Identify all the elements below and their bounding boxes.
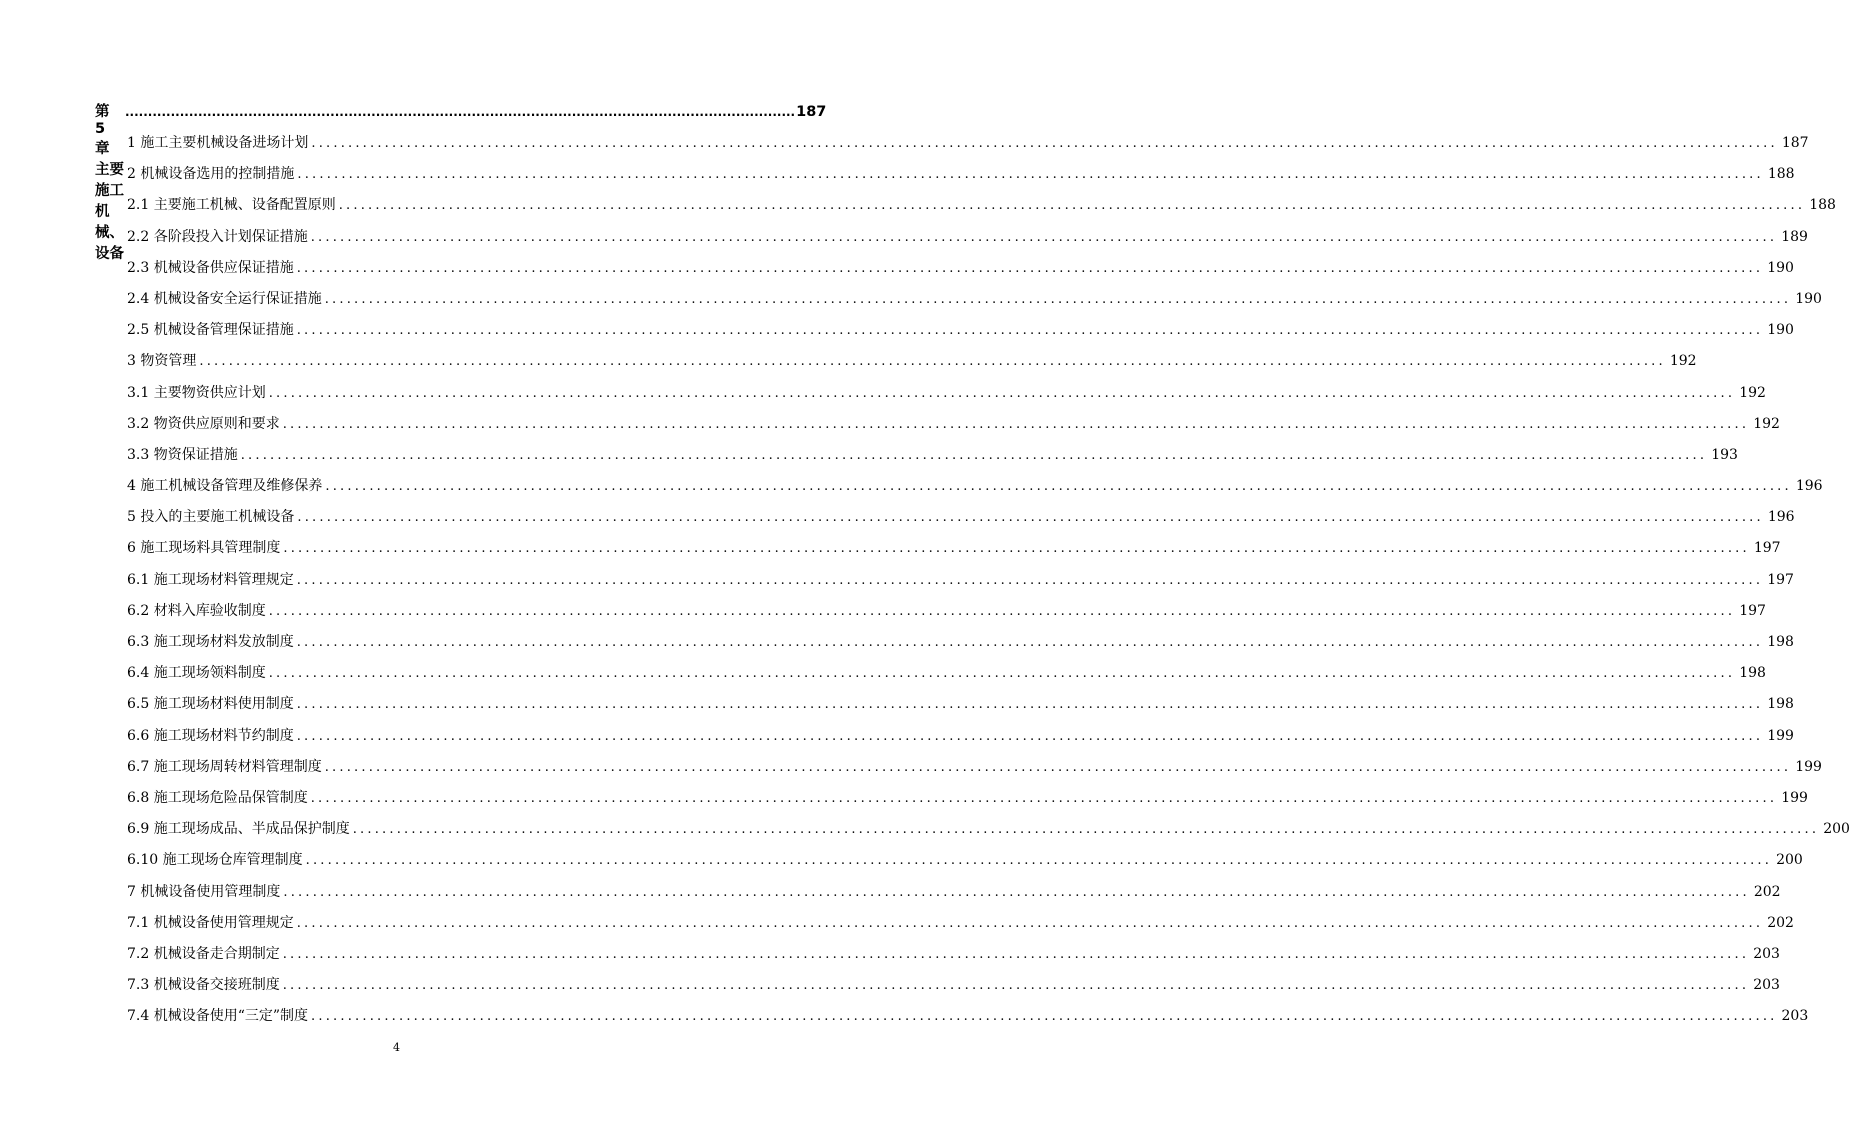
- dot-leader: ........................................................................................................................................................................................................: [352, 822, 1820, 838]
- dot-leader: ........................................................................................................................................................................................................: [324, 291, 1792, 307]
- toc-entry-page-number: 200: [1823, 821, 1850, 838]
- dot-leader: ........................................................................................................................................................................................................: [240, 447, 1708, 463]
- toc-entry-title: 6.7 施工现场周转材料管理制度: [127, 758, 322, 775]
- toc-entry-title: 3.2 物资供应原则和要求: [127, 415, 280, 432]
- toc-entry-page-number: 199: [1795, 758, 1822, 775]
- toc-entry[interactable]: [127, 1004, 1809, 1035]
- dot-leader: ........................................................................................................................................................................................................: [282, 946, 1750, 962]
- toc-entry[interactable]: [127, 724, 1794, 755]
- toc-entry-page-number: 203: [1781, 1008, 1809, 1025]
- dot-leader: ........................................................................................................................................................................................................: [338, 198, 1806, 214]
- toc-entry-title: 2.4 机械设备安全运行保证措施: [127, 290, 322, 307]
- page-number: 4: [393, 1041, 400, 1054]
- toc-entry[interactable]: [127, 817, 1850, 848]
- toc-entry[interactable]: [127, 568, 1794, 599]
- toc-entry[interactable]: [127, 505, 1795, 536]
- dot-leader: ........................................................................................................................................................................................................: [305, 853, 1773, 869]
- toc-entry[interactable]: [127, 349, 1697, 380]
- toc-entry-page-number: 198: [1739, 665, 1766, 682]
- dot-leader: ........................................................................................................................................................................................................: [324, 759, 1792, 775]
- dot-leader: ........................................................................................................................................................................................................: [282, 416, 1750, 432]
- toc-entry-title: 2.2 各阶段投入计划保证措施: [127, 228, 308, 245]
- toc-entry-page-number: 187: [1781, 135, 1809, 151]
- dot-leader: ........................................................................................................................................................................................................: [283, 541, 1750, 557]
- toc-entry-title: 2.3 机械设备供应保证措施: [127, 259, 294, 276]
- toc-entry-page-number: 202: [1767, 914, 1794, 931]
- toc-entry[interactable]: [127, 381, 1766, 412]
- toc-entry-title: 6.4 施工现场领料制度: [127, 665, 266, 682]
- toc-entry-title: 6 施工现场料具管理制度: [127, 540, 281, 557]
- toc-entry-page-number: 200: [1776, 852, 1803, 869]
- toc-entry[interactable]: [127, 193, 1836, 224]
- toc-entry[interactable]: [127, 287, 1822, 318]
- chapter-page-number: 187: [796, 104, 827, 120]
- toc-entry-title: 2.1 主要施工机械、设备配置原则: [127, 197, 336, 214]
- toc-entry-page-number: 188: [1809, 197, 1836, 214]
- toc-entry[interactable]: [127, 131, 1809, 162]
- toc-entry[interactable]: [127, 412, 1780, 443]
- toc-entry[interactable]: [127, 942, 1780, 973]
- table-of-contents: [127, 131, 1850, 1035]
- toc-entry-page-number: 199: [1767, 727, 1794, 744]
- toc-entry-title: 2.5 机械设备管理保证措施: [127, 322, 294, 339]
- toc-entry-page-number: 199: [1781, 789, 1808, 806]
- toc-entry[interactable]: [127, 973, 1780, 1004]
- toc-entry-page-number: 188: [1767, 166, 1795, 183]
- toc-entry-title: 6.1 施工现场材料管理规定: [127, 571, 294, 588]
- toc-entry-page-number: 190: [1767, 322, 1794, 339]
- dot-leader: ........................................................................................................................................................................................................: [297, 167, 1764, 183]
- toc-entry-page-number: 197: [1753, 540, 1781, 557]
- dot-leader: ........................................................................................................................................................................................................: [325, 479, 1792, 495]
- dot-leader: ........................................................................................................................................................................................................: [310, 790, 1778, 806]
- dot-leader: ........................................................................................................................................................................................................: [268, 603, 1736, 619]
- toc-entry[interactable]: [127, 880, 1781, 911]
- toc-entry-title: 7.3 机械设备交接班制度: [127, 977, 280, 994]
- toc-entry[interactable]: [127, 474, 1823, 505]
- toc-entry-page-number: 202: [1753, 883, 1781, 900]
- toc-entry-title: 7.4 机械设备使用“三定”制度: [127, 1008, 309, 1025]
- dot-leader: ........................................................................................................................................................................................................: [296, 915, 1764, 931]
- toc-entry-page-number: 197: [1767, 571, 1794, 588]
- toc-entry-page-number: 192: [1753, 415, 1780, 432]
- toc-entry[interactable]: [127, 630, 1794, 661]
- toc-entry-page-number: 198: [1767, 696, 1794, 713]
- dot-leader: ........................................................................................................................................................................................................: [297, 510, 1764, 526]
- dot-leader: ........................................................................................................................................................................................................: [296, 260, 1764, 276]
- dot-leader: ........................................................................................................................................................................................................: [310, 229, 1778, 245]
- dot-leader: ...................................................................................................................................................: [125, 105, 796, 119]
- toc-entry[interactable]: [127, 755, 1822, 786]
- toc-entry[interactable]: [127, 661, 1766, 692]
- toc-entry-title: 3.3 物资保证措施: [127, 446, 238, 463]
- toc-entry-title: 7.2 机械设备走合期制定: [127, 945, 280, 962]
- toc-entry-title: 6.8 施工现场危险品保管制度: [127, 789, 308, 806]
- toc-entry-title: 1 施工主要机械设备进场计划: [127, 135, 309, 151]
- toc-entry-page-number: 193: [1711, 446, 1738, 463]
- chapter-title: 第 5 章 主要施工机械、设备: [95, 104, 124, 262]
- toc-entry-title: 6.5 施工现场材料使用制度: [127, 696, 294, 713]
- toc-entry[interactable]: [127, 848, 1803, 879]
- toc-entry-title: 6.6 施工现场材料节约制度: [127, 727, 294, 744]
- toc-entry-title: 7.1 机械设备使用管理规定: [127, 914, 294, 931]
- toc-entry[interactable]: [127, 225, 1808, 256]
- dot-leader: ........................................................................................................................................................................................................: [199, 354, 1666, 370]
- dot-leader: ........................................................................................................................................................................................................: [296, 572, 1764, 588]
- dot-leader: ........................................................................................................................................................................................................: [282, 978, 1750, 994]
- toc-entry[interactable]: [127, 318, 1794, 349]
- toc-entry-page-number: 203: [1753, 977, 1780, 994]
- dot-leader: ........................................................................................................................................................................................................: [296, 728, 1764, 744]
- toc-entry-page-number: 197: [1739, 602, 1766, 619]
- dot-leader: ........................................................................................................................................................................................................: [296, 635, 1764, 650]
- dot-leader: ........................................................................................................................................................................................................: [268, 385, 1736, 401]
- toc-entry-page-number: 203: [1753, 945, 1780, 962]
- toc-entry-page-number: 192: [1669, 353, 1697, 370]
- toc-entry-title: 6.10 施工现场仓库管理制度: [127, 852, 303, 869]
- toc-entry-title: 6.3 施工现场材料发放制度: [127, 634, 294, 650]
- toc-entry-page-number: 192: [1739, 384, 1766, 401]
- toc-entry[interactable]: [127, 692, 1794, 723]
- dot-leader: ........................................................................................................................................................................................................: [311, 1009, 1778, 1025]
- dot-leader: ........................................................................................................................................................................................................: [296, 323, 1764, 339]
- toc-entry-page-number: 189: [1781, 228, 1808, 245]
- dot-leader: ........................................................................................................................................................................................................: [296, 697, 1764, 713]
- toc-entry-page-number: 190: [1795, 290, 1822, 307]
- toc-entry[interactable]: [127, 162, 1795, 193]
- toc-entry[interactable]: [127, 599, 1766, 630]
- toc-entry-title: 3 物资管理: [127, 353, 197, 370]
- toc-entry[interactable]: [127, 786, 1808, 817]
- toc-entry-page-number: 196: [1795, 478, 1823, 495]
- toc-entry[interactable]: [127, 256, 1794, 287]
- toc-entry-title: 3.1 主要物资供应计划: [127, 384, 266, 401]
- toc-entry-page-number: 196: [1767, 509, 1795, 526]
- toc-entry-title: 5 投入的主要施工机械设备: [127, 509, 295, 526]
- toc-entry-title: 4 施工机械设备管理及维修保养: [127, 478, 323, 495]
- toc-entry[interactable]: [127, 911, 1794, 942]
- dot-leader: ........................................................................................................................................................................................................: [311, 136, 1778, 151]
- dot-leader: ........................................................................................................................................................................................................: [268, 666, 1736, 682]
- toc-entry-title: 6.2 材料入库验收制度: [127, 602, 266, 619]
- toc-entry-title: 7 机械设备使用管理制度: [127, 883, 281, 900]
- toc-entry-title: 6.9 施工现场成品、半成品保护制度: [127, 821, 350, 838]
- toc-entry-page-number: 198: [1767, 634, 1794, 650]
- toc-entry-page-number: 190: [1767, 259, 1794, 276]
- toc-entry[interactable]: [127, 443, 1738, 474]
- dot-leader: ........................................................................................................................................................................................................: [283, 884, 1750, 900]
- toc-entry[interactable]: [127, 536, 1781, 567]
- toc-entry-title: 2 机械设备选用的控制措施: [127, 166, 295, 183]
